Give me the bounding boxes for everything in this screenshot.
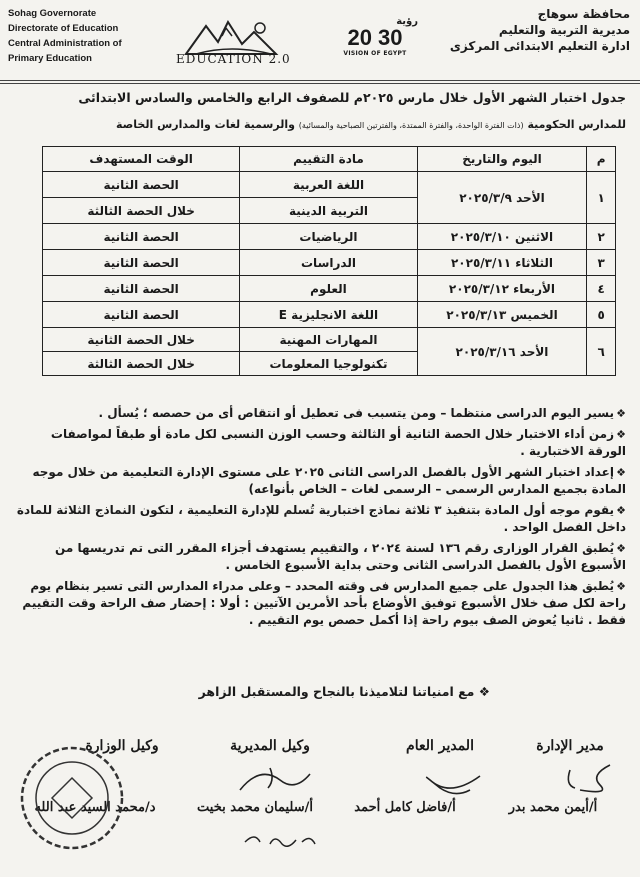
note-text: يُطبق هذا الجدول على جميع المدارس فى وقته المحدد – وعلى مدراء المدارس التى تسير بنظام يوم راحة لكل صف خلال الأسبوع توفيق الأوضاع بأحد الأمرين الآتيين : أولا : إحضار صف الراحة وقت التقييم فقط . ثانيا يُعوض الصف بيوم راحة إذا أكمل حصص يوم التقييم . (22, 579, 626, 627)
subtitle-note: (ذات الفترة الواحدة، والفترة الممتدة، والفترتين الصباحية والمسائية) (298, 121, 524, 130)
note-item (12, 502, 626, 536)
vision-word: رؤية (396, 16, 418, 27)
row-time: خلال الحصة الثانية (43, 328, 240, 352)
note-item (12, 540, 626, 574)
diamond-bullet-icon: ❖ (616, 580, 626, 593)
header-english-line: Sohag Governorate (8, 8, 97, 19)
signature-name: أ/أيمن محمد بدر (508, 800, 598, 815)
signature-title: وكيل المديرية (230, 738, 310, 754)
signature-title: المدير العام (406, 738, 474, 754)
row-date: الأربعاء ٢٠٢٥/٣/١٢ (417, 276, 587, 302)
header-english-line: Central Administration of (8, 38, 122, 49)
table-row (43, 250, 616, 276)
note-text: زمن أداء الاختبار خلال الحصة الثانية أو الثالثة وحسب الوزن النسبى لكل مادة أو طبقاً لمواصفات الورقة الاختبارية . (50, 427, 626, 458)
header-english-line: Primary Education (8, 53, 92, 64)
row-subject: تكنولوجيا المعلومات (240, 352, 417, 376)
header-number: م (587, 147, 616, 172)
diamond-bullet-icon: ❖ (616, 504, 626, 517)
closing-wish (199, 684, 490, 699)
header-arabic-block (400, 6, 630, 54)
header-subject: مادة التقييم (240, 147, 417, 172)
row-time: الحصة الثانية (43, 302, 240, 328)
row-subject: المهارات المهنية (240, 328, 417, 352)
row-date: الأحد ٢٠٢٥/٣/٩ (417, 172, 587, 224)
note-text: يقوم موجه أول المادة بتنفيذ ٣ ثلاثة نماذج اختبارية تُسلم للإدارة التعليمية ، لتكون النماذج الثلاثة للمادة داخل الفصل الواحد . (16, 503, 626, 534)
row-time: خلال الحصة الثالثة (43, 352, 240, 376)
table-row (43, 276, 616, 302)
diamond-bullet-icon: ❖ (616, 428, 626, 441)
header-divider (0, 83, 640, 84)
signature-scribble-icon (230, 760, 330, 804)
notes-list (12, 405, 626, 633)
row-time: الحصة الثانية (43, 276, 240, 302)
row-time: الحصة الثانية (43, 224, 240, 250)
header-date: اليوم والتاريخ (417, 147, 587, 172)
header-arabic-line: مديرية التربية والتعليم (498, 23, 630, 37)
signature-title: وكيل الوزارة (85, 738, 159, 754)
row-date: الأحد ٢٠٢٥/٣/١٦ (417, 328, 587, 376)
row-number: ٣ (587, 250, 616, 276)
subtitle-suffix: والرسمية لغات والمدارس الخاصة (115, 118, 295, 131)
row-time: الحصة الثانية (43, 172, 240, 198)
row-subject: الرياضيات (240, 224, 417, 250)
row-subject: اللغة الانجليزية E (240, 302, 417, 328)
signature-name: أ/فاضل كامل أحمد (354, 800, 456, 815)
official-stamp-icon (12, 738, 132, 858)
note-text: يُطبق القرار الوزارى رقم ١٣٦ لسنة ٢٠٢٤ ، والتقييم يستهدف أجزاء المقرر التى تم تدريسها من الأسبوع الأول بالفصل الدراسى الثانى وحتى بداية الأسبوع الخامس . (55, 541, 626, 572)
header-arabic-line: ادارة التعليم الابتدائى المركزى (449, 39, 630, 53)
header-divider (0, 80, 640, 81)
row-subject: العلوم (240, 276, 417, 302)
table-row (43, 328, 616, 352)
row-date: الثلاثاء ٢٠٢٥/٣/١١ (417, 250, 587, 276)
table-row (43, 224, 616, 250)
table-row (43, 302, 616, 328)
note-item (12, 426, 626, 460)
signature-scribble-icon (560, 760, 620, 800)
row-subject: اللغة العربية (240, 172, 417, 198)
header-time: الوقت المستهدف (43, 147, 240, 172)
table-row (43, 172, 616, 198)
subtitle-prefix: للمدارس الحكومية (527, 118, 626, 131)
row-number: ٥ (587, 302, 616, 328)
diamond-bullet-icon: ❖ (616, 542, 626, 555)
diamond-bullet-icon: ❖ (616, 466, 626, 479)
diamond-bullet-icon: ❖ (616, 407, 626, 420)
signature-name: أ/سليمان محمد بخيت (197, 800, 313, 815)
signature-scribble-icon (410, 768, 490, 802)
signature-name: د/محمد السيد عبد الله (34, 800, 156, 815)
row-number: ٤ (587, 276, 616, 302)
row-subject: التربية الدينية (240, 198, 417, 224)
row-date: الخميس ٢٠٢٥/٣/١٣ (417, 302, 587, 328)
row-date: الاثنين ٢٠٢٥/٣/١٠ (417, 224, 587, 250)
document-subtitle (14, 118, 626, 131)
vision-number: 20 30 (347, 25, 403, 50)
note-item (12, 464, 626, 498)
document-title: جدول اختبار الشهر الأول خلال مارس ٢٠٢٥م للصفوف الرابع والخامس والسادس الابتدائى (78, 90, 626, 105)
note-item (12, 405, 626, 422)
date-scribble-icon (240, 828, 320, 852)
row-number: ١ (587, 172, 616, 224)
row-subject: الدراسات (240, 250, 417, 276)
note-item (12, 578, 626, 629)
row-number: ٦ (587, 328, 616, 376)
note-text: إعداد اختبار الشهر الأول بالفصل الدراسى الثانى ٢٠٢٥ على مستوى الإدارة التعليمية من خلال موجه المادة بجميع المدارس الرسمى – الرسمى لغات – الخاص بأنواعه) (32, 465, 626, 496)
table-header-row (43, 147, 616, 172)
header-english-line: Directorate of Education (8, 23, 119, 34)
diamond-bullet-icon: ❖ (474, 684, 490, 699)
note-text: يسير اليوم الدراسى منتظما – ومن يتسبب فى تعطيل أو انتقاص أى من حصصه ؛ يُسأل . (98, 406, 614, 420)
signature-title: مدير الإدارة (536, 738, 604, 754)
vision-subtitle: VISION OF EGYPT (343, 50, 407, 57)
exam-schedule-table (42, 146, 616, 376)
row-time: خلال الحصة الثالثة (43, 198, 240, 224)
row-time: الحصة الثانية (43, 250, 240, 276)
closing-text: مع امنياتنا لتلاميذنا بالنجاح والمستقبل الزاهر (198, 684, 475, 699)
header-english-block (8, 6, 178, 66)
header-arabic-line: محافظة سوهاج (537, 7, 630, 21)
education-logo-text: EDUCATION 2.0 (176, 52, 291, 66)
row-number: ٢ (587, 224, 616, 250)
